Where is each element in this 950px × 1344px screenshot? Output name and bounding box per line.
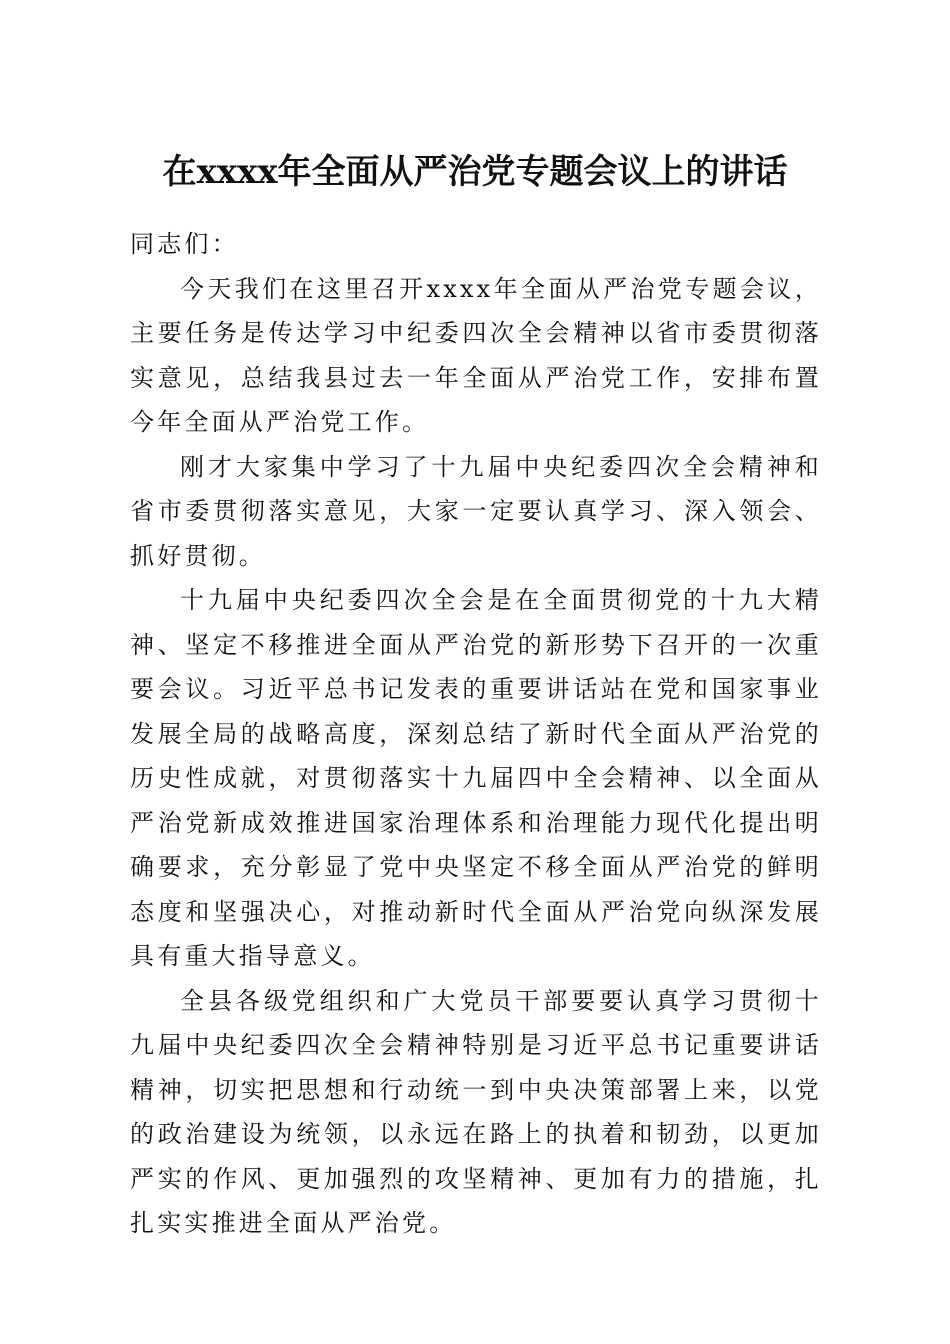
paragraph-3: 十九届中央纪委四次全会是在全面贯彻党的十九大精神、坚定不移推进全面从严治党的新形势下召开的一次重要会议。习近平总书记发表的重要讲话站在党和国家事业发展全局的战略高度，深刻总结了新时代全面从严治党的历史性成就，对贯彻落实十九届四中全会精神、以全面从严治党新成效推进国家治理体系和治理能力现代化提出明确要求，充分彰显了党中央坚定不移全面从严治党的鲜明态度和坚强决心，对推动新时代全面从严治党向纵深发展具有重大指导意义。	[130, 586, 822, 970]
document-title: 在xxxx年全面从严治党专题会议上的讲话	[162, 152, 788, 192]
paragraph-4: 全县各级党组织和广大党员干部要要认真学习贯彻十九届中央纪委四次全会精神特别是习近平总书记重要讲话精神，切实把思想和行动统一到中央决策部署上来，以党的政治建设为统领，以永远在路上的执着和韧劲，以更加严实的作风、更加强烈的攻坚精神、更加有力的措施，扎扎实实推进全面从严治党。	[130, 986, 822, 1237]
paragraph-2: 刚才大家集中学习了十九届中央纪委四次全会精神和省市委贯彻落实意见，大家一定要认真学习、深入领会、抓好贯彻。	[130, 452, 822, 570]
salutation: 同志们：	[130, 230, 239, 258]
document-body	[130, 222, 822, 1246]
paragraph-1: 今天我们在这里召开xxxx年全面从严治党专题会议，主要任务是传达学习中纪委四次全会精神以省市委贯彻落实意见，总结我县过去一年全面从严治党工作，安排布置今年全面从严治党工作。	[130, 274, 822, 436]
